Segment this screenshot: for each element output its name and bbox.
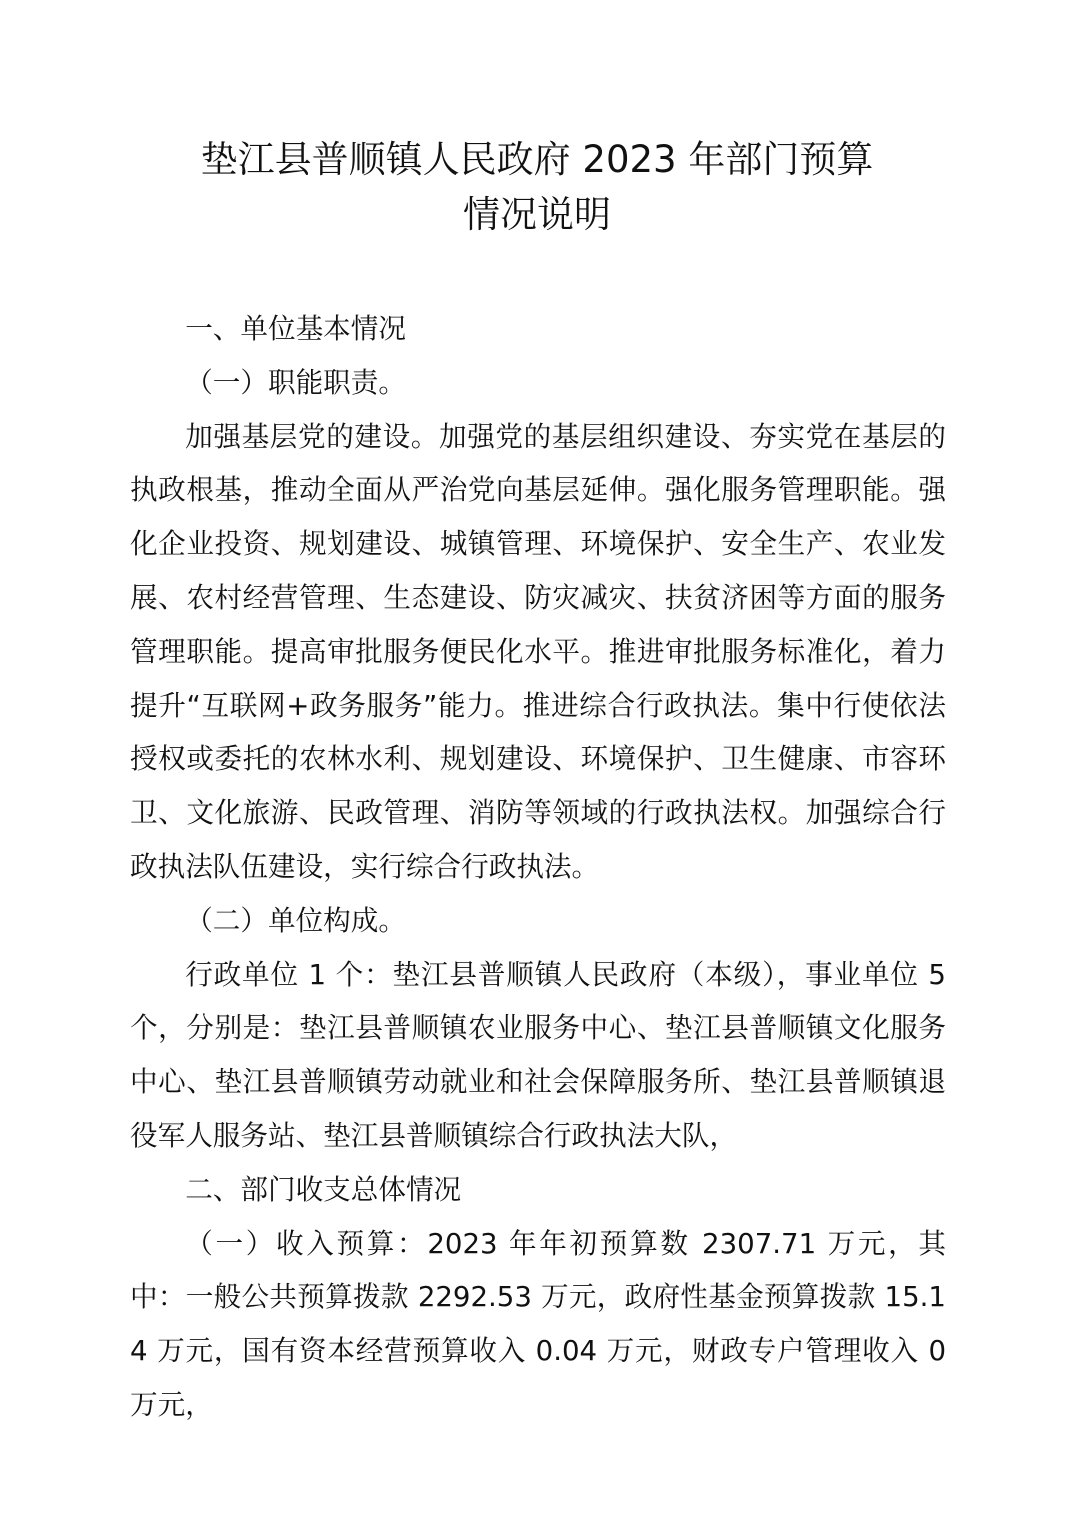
document-title — [0, 132, 1074, 242]
paragraph-income-budget: （一）收入预算：2023 年年初预算数 2307.71 万元，其中：一般公共预算拨款 2292.53 万元，政府性基金预算拨款 15.14 万元，国有资本经营预算收入 0.04 万元，财政专户管理收入 0 万元， — [130, 1226, 946, 1421]
subsection-heading-duties: （一）职能职责。 — [185, 365, 406, 399]
subsection-heading-composition: （二）单位构成。 — [185, 903, 406, 937]
section-heading-budget-overview: 二、部门收支总体情况 — [185, 1172, 462, 1206]
paragraph-composition: 行政单位 1 个：垫江县普顺镇人民政府（本级），事业单位 5 个，分别是：垫江县普顺镇农业服务中心、垫江县普顺镇文化服务中心、垫江县普顺镇劳动就业和社会保障服务所、垫江县普顺镇退役军人服务站、垫江县普顺镇综合行政执法大队， — [130, 957, 946, 1152]
section-heading-basic-info: 一、单位基本情况 — [185, 312, 406, 345]
document-body — [130, 302, 946, 1432]
title-line-2: 情况说明 — [463, 193, 611, 236]
title-line-1: 垫江县普顺镇人民政府 2023 年部门预算 — [200, 138, 874, 181]
paragraph-duties: 加强基层党的建设。加强党的基层组织建设、夯实党在基层的执政根基，推动全面从严治党向基层延伸。强化服务管理职能。强化企业投资、规划建设、城镇管理、环境保护、安全生产、农业发展、农村经营管理、生态建设、防灾减灾、扶贫济困等方面的服务管理职能。提高审批服务便民化水平。推进审批服务标准化，着力提升“互联网+政务服务”能力。推进综合行政执法。集中行使依法授权或委托的农林水利、规划建设、环境保护、卫生健康、市容环卫、文化旅游、民政管理、消防等领域的行政执法权。加强综合行政执法队伍建设，实行综合行政执法。 — [130, 419, 946, 883]
